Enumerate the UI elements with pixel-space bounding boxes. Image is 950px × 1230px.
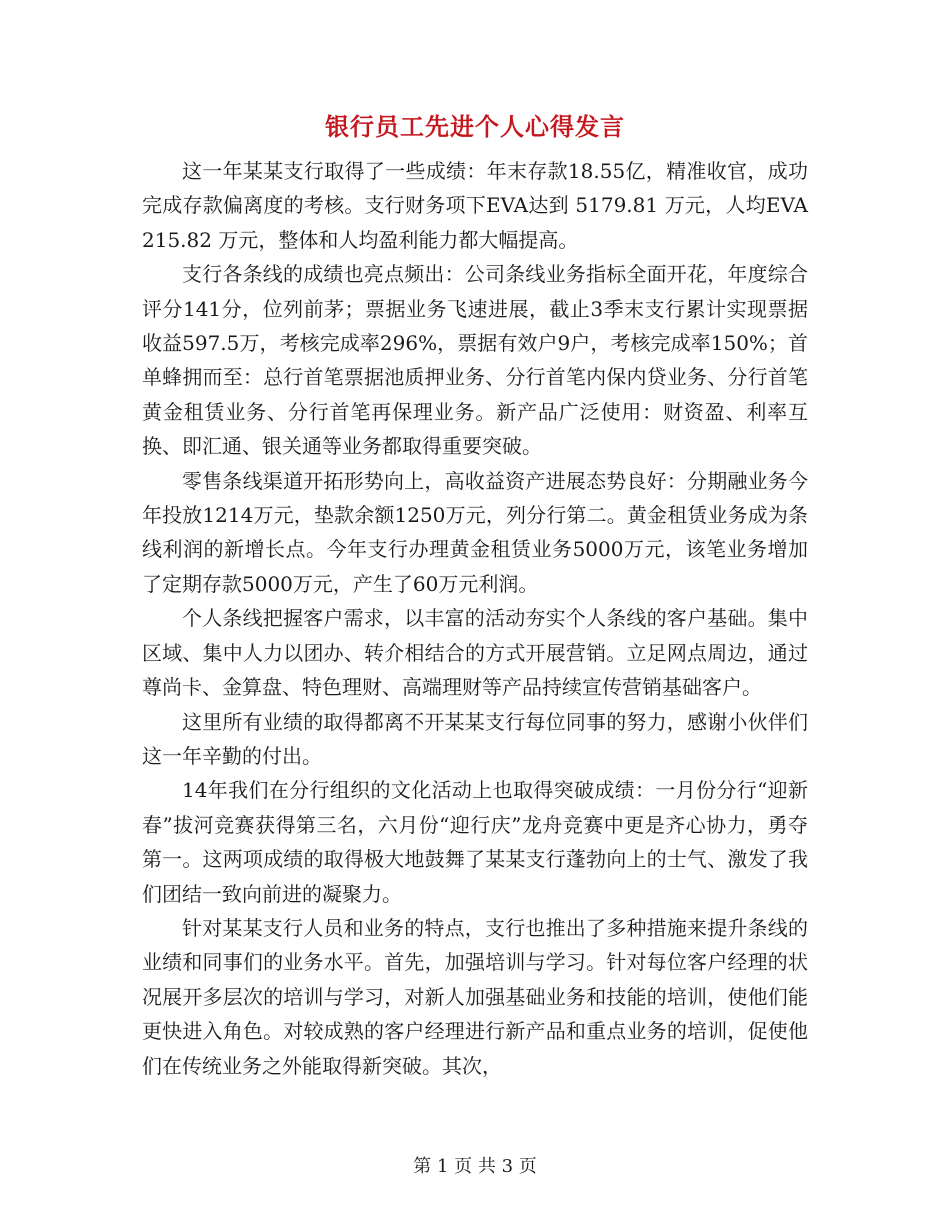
document-title: 银行员工先进个人心得发言 (325, 112, 625, 141)
paragraph-5: 这里所有业绩的取得都离不开某某支行每位同事的努力，感谢小伙伴们这一年辛勤的付出。 (142, 709, 808, 768)
paragraph-2: 支行各条线的成绩也亮点频出：公司条线业务指标全面开花，年度综合评分141分，位列前茅；票据业务飞速进展，截止3季末支行累计实现票据收益597.5万，考核完成率296%，票据有效户9户，考核完成率150%；首单蜂拥而至：总行首笔票据池质押业务、分行首笔内保内贷业务、分行首笔黄金租赁业务、分行首笔再保理业务。新产品广泛使用：财资盈、利率互换、即汇通、银关通等业务都取得重要突破。 (142, 262, 808, 459)
paragraph-3: 零售条线渠道开拓形势向上，高收益资产进展态势良好：分期融业务今年投放1214万元，垫款余额1250万元，列分行第二。黄金租赁业务成为条线利润的新增长点。今年支行办理黄金租赁业务5000万元，该笔业务增加了定期存款5000万元，产生了60万元利润。 (142, 468, 808, 596)
paragraph-4: 个人条线把握客户需求，以丰富的活动夯实个人条线的客户基础。集中区域、集中人力以团办、转介相结合的方式开展营销。立足网点周边，通过尊尚卡、金算盘、特色理财、高端理财等产品持续宣传营销基础客户。 (142, 606, 808, 700)
document-body (142, 154, 808, 1083)
paragraph-6: 14年我们在分行组织的文化活动上也取得突破成绩：一月份分行“迎新春”拔河竞赛获得第三名，六月份“迎行庆”龙舟竞赛中更是齐心协力，勇夺第一。这两项成绩的取得极大地鼓舞了某某支行蓬勃向上的士气、激发了我们团结一致向前进的凝聚力。 (142, 778, 808, 906)
page-number-footer: 第 1 页 共 3 页 (413, 1156, 537, 1177)
paragraph-1: 这一年某某支行取得了一些成绩：年末存款18.55亿，精准收官，成功完成存款偏离度的考核。支行财务项下EVA达到 5179.81 万元，人均EVA215.82 万元，整体和人均盈利能力都大幅提高。 (142, 159, 808, 252)
paragraph-7: 针对某某支行人员和业务的特点，支行也推出了多种措施来提升条线的业绩和同事们的业务水平。首先，加强培训与学习。针对每位客户经理的状况展开多层次的培训与学习，对新人加强基础业务和技能的培训，使他们能更快进入角色。对较成熟的客户经理进行新产品和重点业务的培训，促使他们在传统业务之外能取得新突破。其次， (142, 915, 808, 1078)
